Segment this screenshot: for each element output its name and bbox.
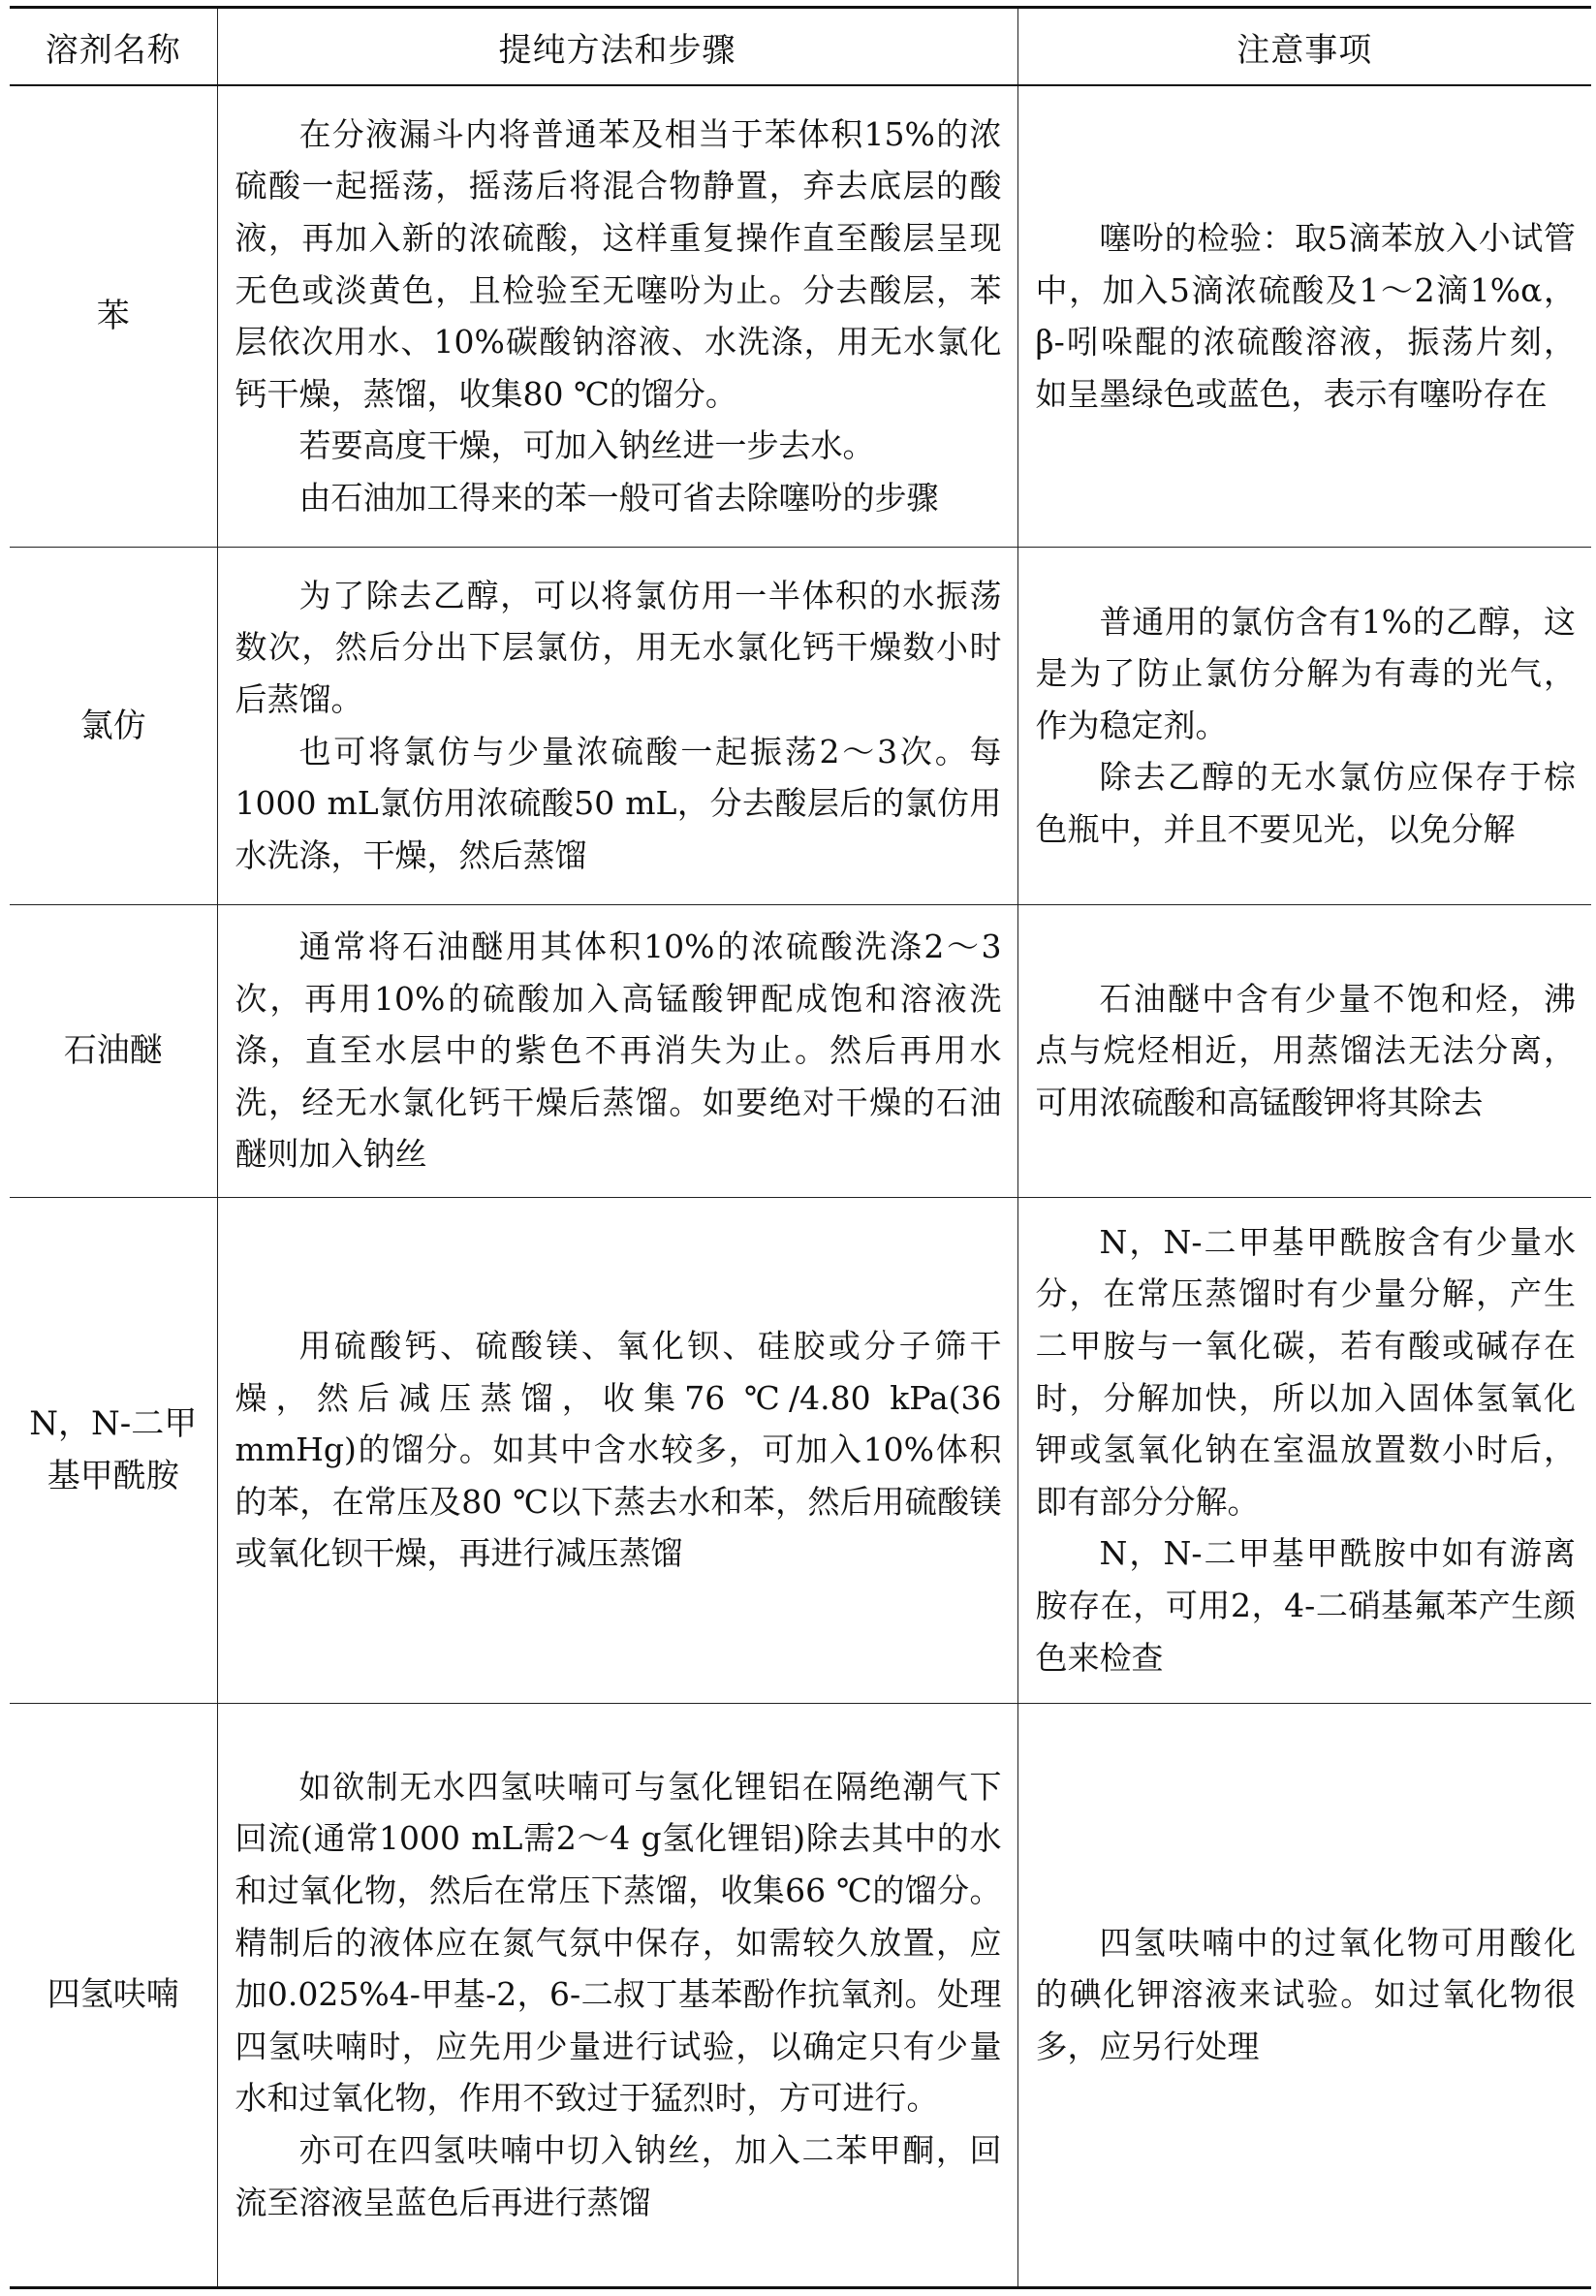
solvent-name-cell: 苯	[10, 85, 217, 547]
table-row-dmf	[10, 1197, 1591, 1703]
table-row-benzene	[10, 85, 1591, 547]
method-paragraph: 如欲制无水四氢呋喃可与氢化锂铝在隔绝潮气下回流(通常1000 mL需2～4 g氢化锂铝)除去其中的水和过氧化物，然后在常压下蒸馏，收集66 ℃的馏分。精制后的液体应在氮气氛中保存，如需较久放置，应加0.025%4-甲基-2，6-二叔丁基苯酚作抗氧剂。处理四氢呋喃时，应先用少量进行试验，以确定只有少量水和过氧化物，作用不致过于猛烈时，方可进行。	[235, 1767, 1002, 2118]
table-row-chloroform	[10, 547, 1591, 904]
table-row-thf	[10, 1703, 1591, 2287]
note-cell	[1017, 1703, 1591, 2287]
method-paragraph: 若要高度干燥，可加入钠丝进一步去水。	[298, 426, 875, 465]
note-paragraph: N，N-二甲基甲酰胺中如有游离胺存在，可用2，4-二硝基氟苯产生颜色来检查	[1035, 1534, 1576, 1677]
method-paragraph: 也可将氯仿与少量浓硫酸一起振荡2～3次。每1000 mL氯仿用浓硫酸50 mL，分去酸层后的氯仿用水洗涤，干燥，然后蒸馏	[235, 732, 1002, 874]
note-paragraph: 四氢呋喃中的过氧化物可用酸化的碘化钾溶液来试验。如过氧化物很多，应另行处理	[1035, 1923, 1576, 2065]
method-cell	[217, 1703, 1017, 2287]
method-cell	[217, 547, 1017, 904]
note-paragraph: N，N-二甲基甲酰胺含有少量水分，在常压蒸馏时有少量分解，产生二甲胺与一氧化碳，若有酸或碱存在时，分解加快，所以加入固体氢氧化钾或氢氧化钠在室温放置数小时后，即有部分分解。	[1035, 1222, 1576, 1521]
solvent-name-cell: N，N-二甲基甲酰胺	[10, 1197, 217, 1703]
table-header-row	[10, 8, 1591, 86]
note-paragraph: 石油醚中含有少量不饱和烃，沸点与烷烃相近，用蒸馏法无法分离，可用浓硫酸和高锰酸钾将其除去	[1035, 979, 1576, 1121]
header-method: 提纯方法和步骤	[217, 8, 1017, 86]
solvent-name-cell: 石油醚	[10, 904, 217, 1197]
method-paragraph: 用硫酸钙、硫酸镁、氧化钡、硅胶或分子筛干燥，然后减压蒸馏，收集76 ℃/4.80 kPa(36 mmHg)的馏分。如其中含水较多，可加入10%体积的苯，在常压及80 ℃以下蒸去水和苯，然后用硫酸镁或氧化钡干燥，再进行减压蒸馏	[235, 1327, 1002, 1573]
method-paragraph: 由石油加工得来的苯一般可省去除噻吩的步骤	[298, 479, 939, 518]
header-notes: 注意事项	[1017, 8, 1591, 86]
note-paragraph: 普通用的氯仿含有1%的乙醇，这是为了防止氯仿分解为有毒的光气，作为稳定剂。	[1035, 602, 1576, 744]
method-paragraph: 通常将石油醚用其体积10%的浓硫酸洗涤2～3次，再用10%的硫酸加入高锰酸钾配成饱和溶液洗涤，直至水层中的紫色不再消失为止。然后再用水洗，经无水氯化钙干燥后蒸馏。如要绝对干燥的石油醚则加入钠丝	[235, 928, 1002, 1174]
solvent-name-cell: 四氢呋喃	[10, 1703, 217, 2287]
header-solvent-name: 溶剂名称	[10, 8, 217, 86]
solvent-name-cell: 氯仿	[10, 547, 217, 904]
method-cell	[217, 904, 1017, 1197]
solvent-purification-table	[10, 6, 1591, 2289]
note-cell	[1017, 904, 1591, 1197]
table-row-petroleum-ether	[10, 904, 1591, 1197]
method-paragraph: 为了除去乙醇，可以将氯仿用一半体积的水振荡数次，然后分出下层氯仿，用无水氯化钙干燥数小时后蒸馏。	[235, 576, 1002, 718]
note-paragraph: 噻吩的检验：取5滴苯放入小试管中，加入5滴浓硫酸及1～2滴1%α，β-吲哚醌的浓硫酸溶液，振荡片刻，如呈墨绿色或蓝色，表示有噻吩存在	[1035, 219, 1576, 413]
note-cell	[1017, 1197, 1591, 1703]
method-paragraph: 亦可在四氢呋喃中切入钠丝，加入二苯甲酮，回流至溶液呈蓝色后再进行蒸馏	[235, 2130, 1002, 2221]
note-cell	[1017, 85, 1591, 547]
note-paragraph: 除去乙醇的无水氯仿应保存于棕色瓶中，并且不要见光，以免分解	[1035, 758, 1576, 848]
method-cell	[217, 1197, 1017, 1703]
method-cell	[217, 85, 1017, 547]
method-paragraph: 在分液漏斗内将普通苯及相当于苯体积15%的浓硫酸一起摇荡，摇荡后将混合物静置，弃去底层的酸液，再加入新的浓硫酸，这样重复操作直至酸层呈现无色或淡黄色，且检验至无噻吩为止。分去酸层，苯层依次用水、10%碳酸钠溶液、水洗涤，用无水氯化钙干燥，蒸馏，收集80 ℃的馏分。	[235, 114, 1002, 413]
note-cell	[1017, 547, 1591, 904]
